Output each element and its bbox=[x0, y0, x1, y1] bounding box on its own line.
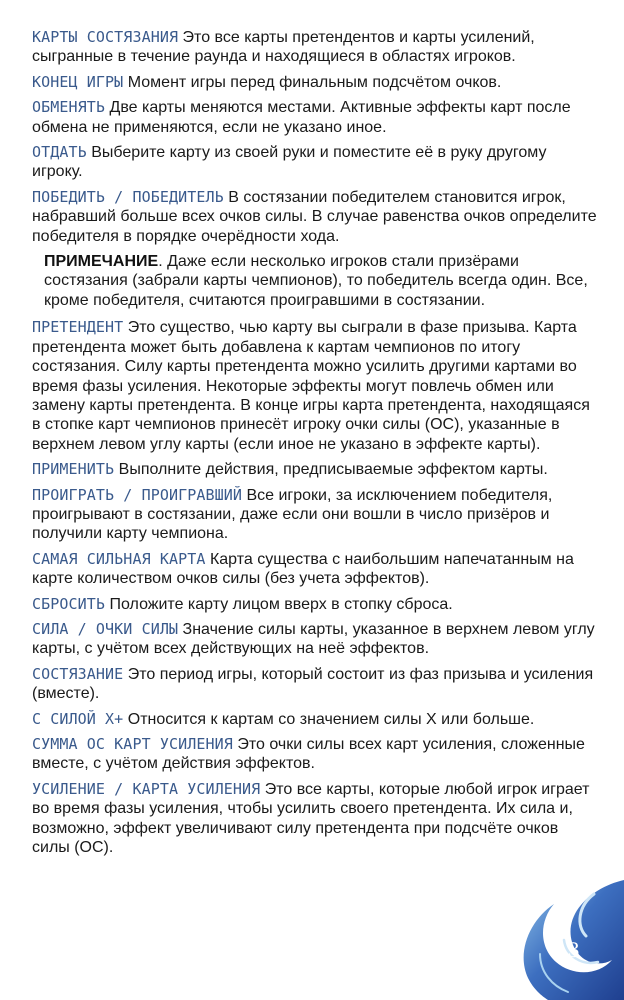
glossary-term: СИЛА / ОЧКИ СИЛЫ bbox=[32, 619, 179, 638]
glossary-definition: Две карты меняются местами. Активные эффекты карт после обмена не применяются, если не указано иное. bbox=[32, 99, 571, 136]
glossary-entry bbox=[32, 460, 598, 479]
glossary-entry bbox=[32, 665, 598, 704]
glossary-term: КАРТЫ СОСТЯЗАНИЯ bbox=[32, 28, 179, 46]
page-number: 13 bbox=[554, 938, 580, 962]
glossary-term: УСИЛЕНИЕ / КАРТА УСИЛЕНИЯ bbox=[32, 779, 261, 798]
glossary-definition: Это все карты, которые любой игрок играет во время фазы усиления, чтобы усилить своего претендента. Их сила и, возможно, эффект увеличивают силу претендента при подсчёте очков силы (ОС). bbox=[32, 780, 590, 857]
glossary-term: С СИЛОЙ X+ bbox=[32, 709, 124, 728]
glossary-definition: Это существо, чью карту вы сыграли в фазе призыва. Карта претендента может быть добавлена к картам чемпионов по итогу состязания. Силу карты претендента можно усилить другими картами во время фазы усиления. Некоторые эффекты могут повлечь обмен или замену карты претендента. В конце игры карта претендента, находящаяся в стопке карт чемпионов принесёт игроку очки силы (ОС), указанные в верхнем левом углу карты (если иное не указано в эффекте карты). bbox=[32, 319, 590, 453]
glossary-entry bbox=[32, 735, 598, 774]
note-label: ПРИМЕЧАНИЕ bbox=[44, 253, 159, 271]
glossary-entry bbox=[32, 550, 598, 589]
glossary-term: ОТДАТЬ bbox=[32, 143, 87, 162]
glossary-entry bbox=[32, 28, 598, 67]
glossary-entry bbox=[32, 318, 598, 454]
glossary-definition: В состязании победителем становится игрок, набравший больше всех очков силы. В случае равенства очков определите победителя в порядке очерёдности хода. bbox=[32, 188, 597, 245]
glossary-entry bbox=[32, 73, 598, 92]
glossary-term: ПРОИГРАТЬ / ПРОИГРАВШИЙ bbox=[32, 485, 243, 504]
glossary-term: САМАЯ СИЛЬНАЯ КАРТА bbox=[32, 549, 206, 568]
glossary-entry bbox=[32, 143, 598, 182]
glossary-definition: Все игроки, за исключением победителя, проигрывают в состязании, даже если они вошли в число призёров и получили карту чемпиона. bbox=[32, 486, 553, 543]
glossary-term: СОСТЯЗАНИЕ bbox=[32, 664, 124, 683]
glossary-entry bbox=[32, 595, 598, 614]
glossary-entry bbox=[32, 188, 598, 246]
glossary-entry bbox=[32, 620, 598, 659]
glossary-definition: Значение силы карты, указанное в верхнем левом углу карты, с учётом всех действующих на неё эффектов. bbox=[32, 620, 595, 658]
glossary-term: ПОБЕДИТЬ / ПОБЕДИТЕЛЬ bbox=[32, 187, 224, 206]
glossary-entry bbox=[32, 486, 598, 544]
glossary-definition: Это все карты претендентов и карты усилений, сыгранные в течение раунда и находящиеся в областях игроков. bbox=[32, 29, 535, 66]
glossary-definition: Положите карту лицом вверх в стопку сброса. bbox=[109, 595, 453, 613]
note-paragraph bbox=[44, 252, 598, 310]
glossary-definition: Карта существа с наибольшим напечатанным на карте количеством очков силы (без учета эффектов). bbox=[32, 550, 574, 588]
glossary-definition: Момент игры перед финальным подсчётом очков. bbox=[127, 73, 502, 91]
glossary-entry bbox=[32, 98, 598, 137]
glossary-definition: Выберите карту из своей руки и поместите её в руку другому игроку. bbox=[32, 144, 547, 181]
glossary-definition: Выполните действия, предписываемые эффектом карты. bbox=[118, 461, 548, 479]
glossary-term: ПРЕТЕНДЕНТ bbox=[32, 318, 124, 337]
glossary-entry bbox=[32, 710, 598, 729]
glossary-entry bbox=[32, 780, 598, 858]
glossary-term: СУММА ОС КАРТ УСИЛЕНИЯ bbox=[32, 735, 233, 753]
glossary-term: КОНЕЦ ИГРЫ bbox=[32, 72, 124, 91]
glossary-definition: Это очки силы всех карт усиления, сложенные вместе, с учётом действия эффектов. bbox=[32, 736, 585, 773]
glossary bbox=[32, 28, 598, 863]
glossary-definition: Это период игры, который состоит из фаз призыва и усиления (вместе). bbox=[32, 665, 594, 703]
glossary-term: СБРОСИТЬ bbox=[32, 594, 106, 613]
glossary-term: ПРИМЕНИТЬ bbox=[32, 460, 115, 479]
note-text: . Даже если несколько игроков стали призёрами состязания (забрали карты чемпионов), то победитель всегда один. Все, кроме победителя, считаются проигравшими в состязании. bbox=[44, 253, 588, 309]
glossary-definition: Относится к картам со значением силы X или больше. bbox=[127, 710, 535, 728]
glossary-term: ОБМЕНЯТЬ bbox=[32, 98, 106, 117]
